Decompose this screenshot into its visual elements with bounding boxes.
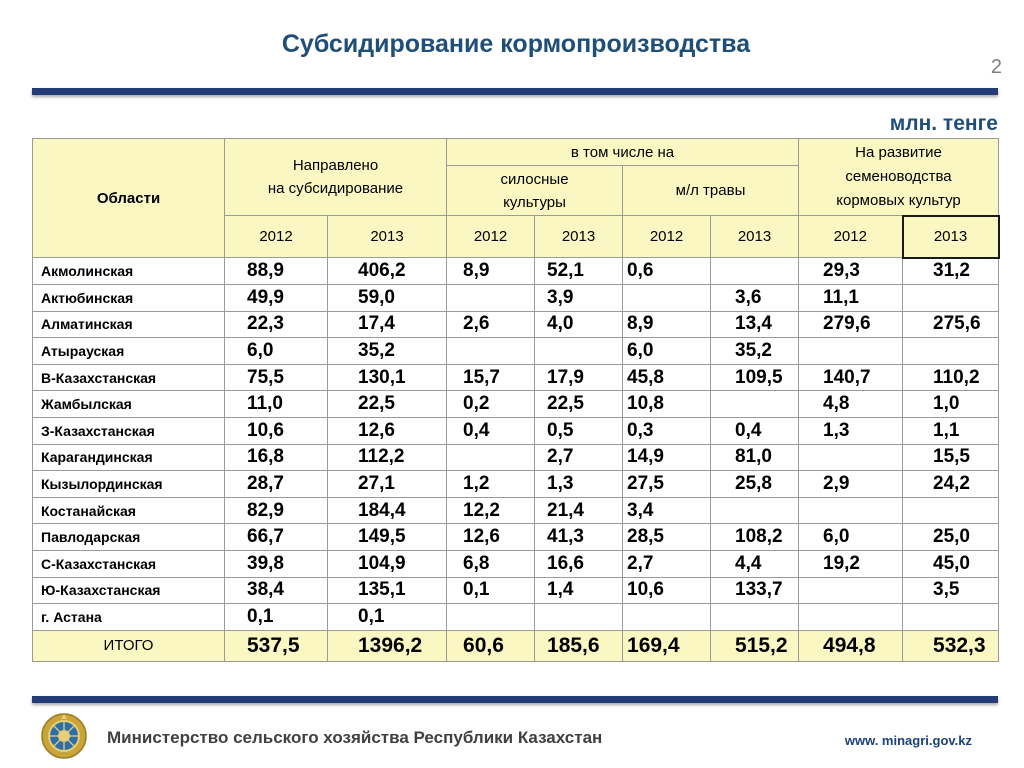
value-cell: 39,8 — [225, 551, 328, 578]
value-cell: 4,4 — [711, 551, 799, 578]
region-name: г. Астана — [33, 604, 225, 631]
total-value: 532,3 — [903, 630, 999, 661]
value-cell: 14,9 — [623, 444, 711, 471]
region-name: С-Казахстанская — [33, 551, 225, 578]
value-cell — [447, 338, 535, 365]
header-directed-text: Направлено на субсидирование — [267, 157, 404, 197]
value-cell: 2,6 — [447, 311, 535, 338]
value-cell: 12,6 — [447, 524, 535, 551]
header-including: в том числе на — [447, 139, 799, 166]
footer-organization: Министерство сельского хозяйства Республики Казахстан — [107, 728, 603, 747]
value-cell: 8,9 — [623, 311, 711, 338]
value-cell: 22,5 — [535, 391, 623, 418]
value-cell — [799, 338, 903, 365]
value-cell: 0,2 — [447, 391, 535, 418]
year-header: 2012 — [225, 216, 328, 258]
value-cell: 17,9 — [535, 364, 623, 391]
region-name: Костанайская — [33, 497, 225, 524]
year-header: 2012 — [799, 216, 903, 258]
table-row — [33, 285, 999, 312]
value-cell: 140,7 — [799, 364, 903, 391]
value-cell: 27,1 — [328, 471, 447, 498]
header-directed — [225, 139, 447, 216]
value-cell: 110,2 — [903, 364, 999, 391]
value-cell: 6,0 — [799, 524, 903, 551]
state-emblem-icon — [40, 712, 88, 760]
year-header: 2013 — [711, 216, 799, 258]
value-cell: 279,6 — [799, 311, 903, 338]
total-value: 60,6 — [447, 630, 535, 661]
value-cell: 25,8 — [711, 471, 799, 498]
subsidy-table — [32, 138, 1000, 662]
table-row — [33, 471, 999, 498]
table-row — [33, 524, 999, 551]
region-name: Акмолинская — [33, 258, 225, 285]
emblem-graphic — [40, 712, 88, 760]
value-cell: 41,3 — [535, 524, 623, 551]
value-cell: 11,0 — [225, 391, 328, 418]
value-cell: 0,4 — [711, 418, 799, 445]
value-cell: 1,3 — [799, 418, 903, 445]
value-cell: 3,4 — [623, 497, 711, 524]
unit-label: млн. тенге — [889, 112, 998, 135]
value-cell: 1,2 — [447, 471, 535, 498]
value-cell — [535, 338, 623, 365]
value-cell: 149,5 — [328, 524, 447, 551]
value-cell — [623, 604, 711, 631]
value-cell: 0,4 — [447, 418, 535, 445]
value-cell: 16,6 — [535, 551, 623, 578]
table-row — [33, 258, 999, 285]
value-cell: 2,7 — [535, 444, 623, 471]
region-name: Кызылординская — [33, 471, 225, 498]
value-cell — [799, 604, 903, 631]
header-seed — [799, 139, 999, 216]
region-name: Алматинская — [33, 311, 225, 338]
value-cell: 28,5 — [623, 524, 711, 551]
total-value: 185,6 — [535, 630, 623, 661]
value-cell: 0,3 — [623, 418, 711, 445]
year-header: 2012 — [447, 216, 535, 258]
value-cell: 0,1 — [447, 577, 535, 604]
header-silage-text: силосные культуры — [500, 170, 569, 211]
value-cell: 0,6 — [623, 258, 711, 285]
value-cell: 3,9 — [535, 285, 623, 312]
value-cell — [711, 497, 799, 524]
table-row — [33, 338, 999, 365]
value-cell: 1,3 — [535, 471, 623, 498]
value-cell: 0,5 — [535, 418, 623, 445]
bottom-divider-bar — [32, 696, 998, 703]
value-cell: 6,8 — [447, 551, 535, 578]
table-row — [33, 577, 999, 604]
value-cell: 24,2 — [903, 471, 999, 498]
total-value: 1396,2 — [328, 630, 447, 661]
value-cell: 45,8 — [623, 364, 711, 391]
value-cell — [799, 497, 903, 524]
value-cell: 21,4 — [535, 497, 623, 524]
year-header: 2013 — [535, 216, 623, 258]
value-cell: 13,4 — [711, 311, 799, 338]
value-cell — [447, 285, 535, 312]
value-cell: 1,1 — [903, 418, 999, 445]
value-cell: 35,2 — [711, 338, 799, 365]
value-cell: 275,6 — [903, 311, 999, 338]
value-cell: 35,2 — [328, 338, 447, 365]
value-cell: 22,5 — [328, 391, 447, 418]
year-header: 2013 — [328, 216, 447, 258]
value-cell: 88,9 — [225, 258, 328, 285]
value-cell: 3,5 — [903, 577, 999, 604]
value-cell: 12,6 — [328, 418, 447, 445]
value-cell: 184,4 — [328, 497, 447, 524]
value-cell: 12,2 — [447, 497, 535, 524]
value-cell: 135,1 — [328, 577, 447, 604]
region-name: Павлодарская — [33, 524, 225, 551]
value-cell — [447, 604, 535, 631]
value-cell: 82,9 — [225, 497, 328, 524]
value-cell: 112,2 — [328, 444, 447, 471]
region-name: Атырауская — [33, 338, 225, 365]
region-name: Ю-Казахстанская — [33, 577, 225, 604]
value-cell: 4,8 — [799, 391, 903, 418]
value-cell — [799, 444, 903, 471]
value-cell — [903, 497, 999, 524]
page-title: Субсидирование кормопроизводства — [281, 30, 751, 58]
value-cell: 6,0 — [623, 338, 711, 365]
value-cell — [711, 391, 799, 418]
value-cell — [711, 604, 799, 631]
value-cell: 19,2 — [799, 551, 903, 578]
value-cell: 0,1 — [328, 604, 447, 631]
value-cell: 59,0 — [328, 285, 447, 312]
value-cell — [903, 338, 999, 365]
value-cell: 81,0 — [711, 444, 799, 471]
value-cell: 25,0 — [903, 524, 999, 551]
total-row — [33, 630, 999, 661]
page-number: 2 — [990, 56, 1002, 78]
value-cell: 31,2 — [903, 258, 999, 285]
table-row — [33, 551, 999, 578]
value-cell: 28,7 — [225, 471, 328, 498]
value-cell — [535, 604, 623, 631]
value-cell: 15,5 — [903, 444, 999, 471]
value-cell: 3,6 — [711, 285, 799, 312]
value-cell: 22,3 — [225, 311, 328, 338]
value-cell: 66,7 — [225, 524, 328, 551]
value-cell: 75,5 — [225, 364, 328, 391]
year-header: 2012 — [623, 216, 711, 258]
top-divider-bar — [32, 88, 998, 95]
table-row — [33, 604, 999, 631]
header-silage — [447, 166, 623, 216]
header-regions: Области — [33, 139, 225, 258]
total-value: 169,4 — [623, 630, 711, 661]
region-name: Карагандинская — [33, 444, 225, 471]
value-cell: 2,9 — [799, 471, 903, 498]
region-name: З-Казахстанская — [33, 418, 225, 445]
footer-website-link[interactable]: www. minagri.gov.kz — [844, 733, 972, 748]
table-row — [33, 311, 999, 338]
value-cell: 104,9 — [328, 551, 447, 578]
value-cell: 16,8 — [225, 444, 328, 471]
value-cell: 108,2 — [711, 524, 799, 551]
region-name: Актюбинская — [33, 285, 225, 312]
value-cell: 29,3 — [799, 258, 903, 285]
value-cell: 8,9 — [447, 258, 535, 285]
value-cell: 1,4 — [535, 577, 623, 604]
table-row — [33, 364, 999, 391]
value-cell: 0,1 — [225, 604, 328, 631]
value-cell: 11,1 — [799, 285, 903, 312]
value-cell: 49,9 — [225, 285, 328, 312]
value-cell: 38,4 — [225, 577, 328, 604]
value-cell — [903, 285, 999, 312]
value-cell: 27,5 — [623, 471, 711, 498]
value-cell: 4,0 — [535, 311, 623, 338]
table-row — [33, 418, 999, 445]
value-cell — [623, 285, 711, 312]
table-row — [33, 497, 999, 524]
header-grass: м/л травы — [623, 166, 799, 216]
value-cell: 15,7 — [447, 364, 535, 391]
value-cell: 10,8 — [623, 391, 711, 418]
value-cell: 10,6 — [225, 418, 328, 445]
value-cell — [447, 444, 535, 471]
total-label: ИТОГО — [33, 630, 225, 661]
value-cell: 10,6 — [623, 577, 711, 604]
value-cell: 6,0 — [225, 338, 328, 365]
value-cell: 45,0 — [903, 551, 999, 578]
value-cell: 133,7 — [711, 577, 799, 604]
value-cell: 406,2 — [328, 258, 447, 285]
region-name: Жамбылская — [33, 391, 225, 418]
value-cell — [903, 604, 999, 631]
total-value: 537,5 — [225, 630, 328, 661]
table-row — [33, 444, 999, 471]
value-cell: 130,1 — [328, 364, 447, 391]
region-name: В-Казахстанская — [33, 364, 225, 391]
value-cell: 52,1 — [535, 258, 623, 285]
value-cell: 109,5 — [711, 364, 799, 391]
value-cell: 17,4 — [328, 311, 447, 338]
value-cell — [799, 577, 903, 604]
value-cell — [711, 258, 799, 285]
value-cell: 2,7 — [623, 551, 711, 578]
total-value: 515,2 — [711, 630, 799, 661]
total-value: 494,8 — [799, 630, 903, 661]
header-seed-text: На развитие семеноводства кормовых культур — [836, 143, 961, 209]
table-row — [33, 391, 999, 418]
value-cell: 1,0 — [903, 391, 999, 418]
year-header-selected[interactable]: 2013 — [903, 216, 999, 258]
